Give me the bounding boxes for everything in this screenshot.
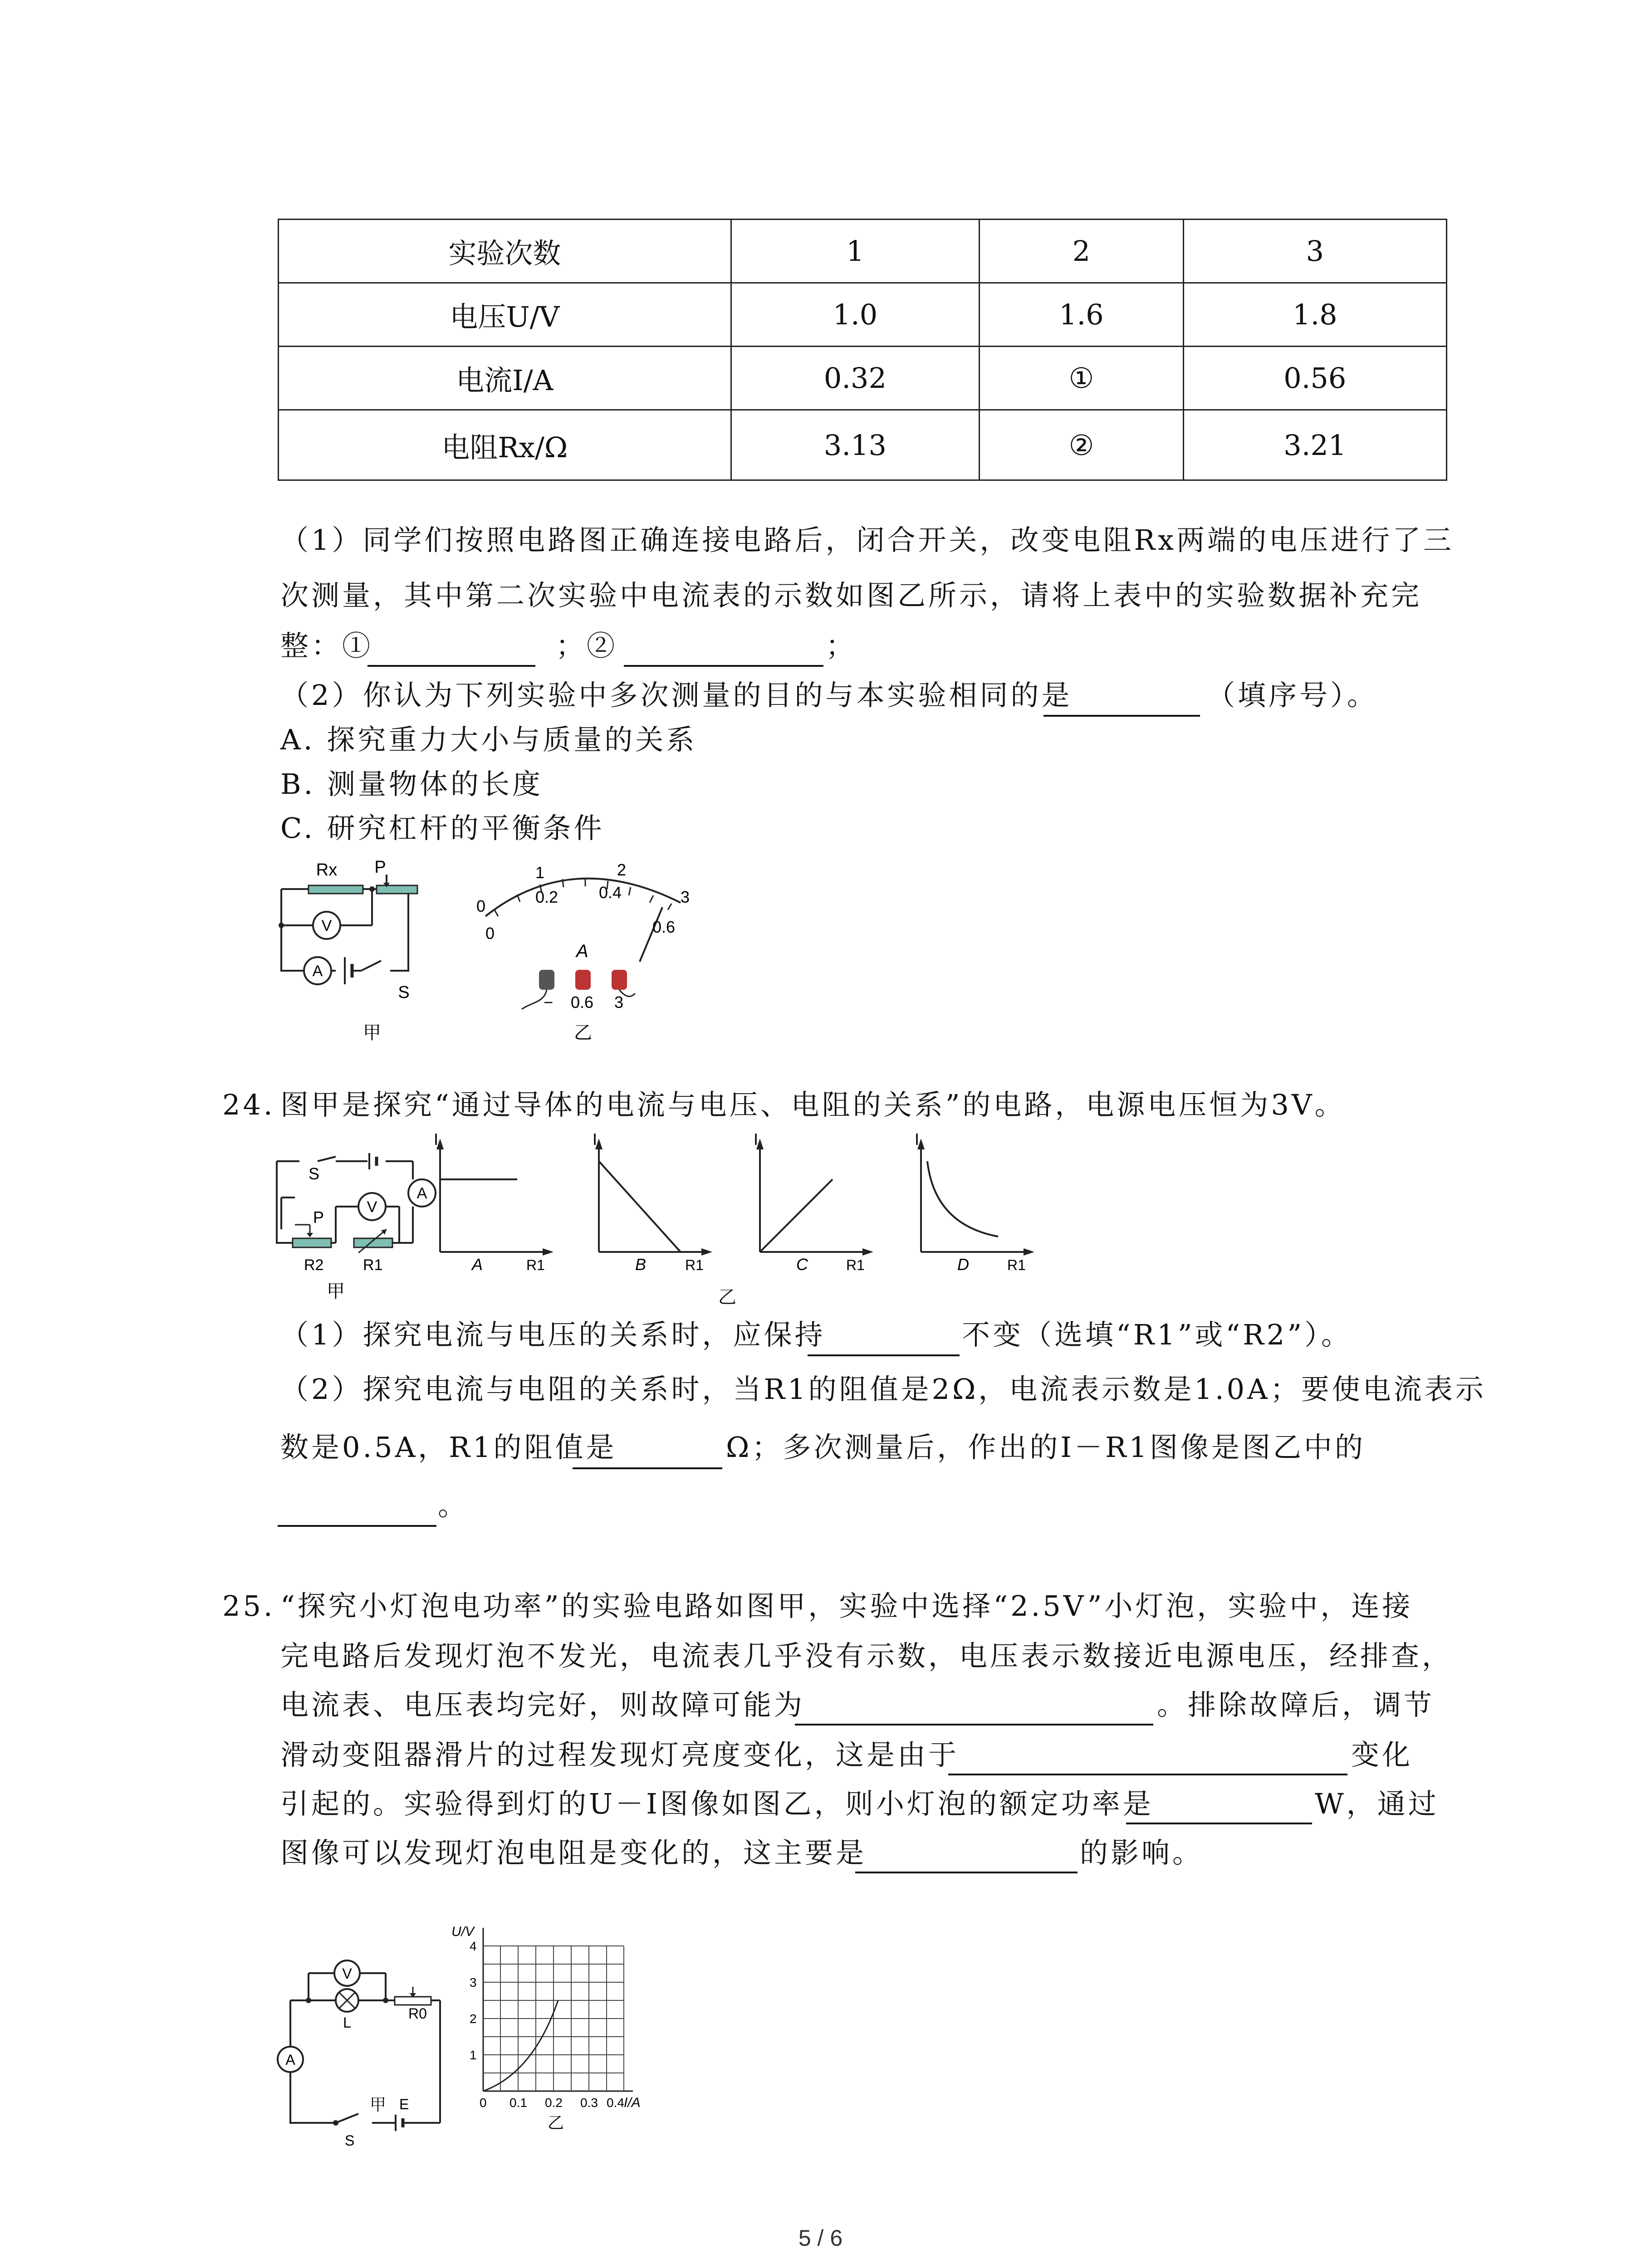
q23-part2-a: （2）你认为下列实验中多次测量的目的与本实验相同的是 [280, 679, 1073, 712]
circuit-label: Rx [316, 860, 338, 880]
circuit-label: A [285, 2052, 295, 2068]
q24-part2-line2a: 数是0.5A，R1的阻值是 [280, 1431, 617, 1464]
dial-label: 1 [535, 863, 545, 882]
q24-graph-d [912, 1130, 1043, 1275]
table-header-cell: 实验次数 [279, 220, 731, 283]
q25-circuit-diagram [277, 1946, 449, 2149]
q25-line3b: 。排除故障后，调节 [1157, 1688, 1435, 1721]
terminal-label: 3 [614, 993, 624, 1012]
graph-label: A [472, 1255, 483, 1274]
q25-line3a: 电流表、电压表均完好，则故障可能为 [280, 1688, 805, 1721]
figure-caption-yi: 乙 [547, 2113, 564, 2132]
table-cell: 1.8 [1183, 283, 1446, 347]
q25-line6b: 的影响。 [1080, 1836, 1204, 1869]
table-header-cell: 2 [980, 220, 1183, 283]
x-tick: 0.2 [545, 2096, 563, 2110]
axis-label-y: I [754, 1130, 759, 1149]
table-cell: 0.56 [1183, 347, 1446, 410]
q24-part1-b: 不变（选填“R1”或“R2”）。 [962, 1318, 1352, 1351]
circuit-label: V [342, 1965, 352, 1982]
answer-blank-4[interactable] [808, 1354, 960, 1356]
axis-label-y: I [915, 1130, 920, 1149]
table-cell: ① [980, 347, 1183, 410]
graph-label: B [635, 1255, 647, 1274]
q25-line1: “探究小灯泡电功率”的实验电路如图甲，实验中选择“2.5V”小灯泡，实验中，连接 [280, 1589, 1413, 1623]
circuit-label: A [416, 1185, 427, 1202]
answer-blank-5[interactable] [573, 1467, 722, 1469]
resistor-rx [309, 885, 363, 894]
y-tick: 2 [470, 2012, 477, 2026]
table-cell: 电压U/V [279, 283, 731, 347]
figure-caption-jia: 甲 [370, 2095, 389, 2114]
x-tick: 0.4 [607, 2096, 624, 2110]
q25-line4b: 变化 [1351, 1738, 1413, 1771]
q23-circuit-diagram [272, 853, 472, 1043]
answer-blank-9[interactable] [1126, 1823, 1312, 1824]
axis-label-y: U/V [451, 1924, 475, 1939]
q25-line6a: 图像可以发现灯泡电阻是变化的，这主要是 [280, 1836, 867, 1869]
figure-caption-yi: 乙 [718, 1287, 739, 1307]
answer-blank-8[interactable] [948, 1774, 1347, 1775]
q24-stem: 图甲是探究“通过导体的电流与电压、电阻的关系”的电路，电源电压恒为3V。 [280, 1088, 1346, 1121]
q25-line5a: 引起的。实验得到灯的U－I图像如图乙，则小灯泡的额定功率是 [280, 1787, 1154, 1820]
table-cell: ② [980, 410, 1183, 480]
option-b: B. 测量物体的长度 [280, 767, 543, 801]
circuit-label: S [309, 1164, 320, 1183]
q23-part2-b: （填序号）。 [1207, 679, 1378, 712]
table-cell: 0.32 [731, 347, 979, 410]
q23-part1-line3b: ；② [556, 629, 618, 662]
q24-part2-line3: 。 [438, 1489, 469, 1522]
experiment-table [278, 219, 1447, 481]
answer-blank-6[interactable] [278, 1525, 436, 1527]
y-tick: 1 [470, 2048, 477, 2062]
q25-line4a: 滑动变阻器滑片的过程发现灯亮度变化，这是由于 [280, 1738, 960, 1771]
q24-graph-b [590, 1130, 721, 1275]
table-cell: 3.13 [731, 410, 979, 480]
q23-part1-line3c: ； [826, 629, 857, 662]
q24-part1-a: （1）探究电流与电压的关系时，应保持 [280, 1318, 826, 1351]
resistor-r2 [293, 1238, 331, 1247]
circuit-label: V [321, 917, 332, 934]
terminal-label: − [544, 993, 554, 1012]
axis-label-x: R1 [846, 1257, 865, 1273]
dial-label: 0.6 [652, 918, 676, 936]
figure-caption-yi: 乙 [574, 1023, 592, 1043]
lamp-icon [336, 1989, 358, 2012]
rheostat [377, 885, 417, 894]
answer-blank-1[interactable] [367, 665, 535, 667]
q25-line2: 完电路后发现灯泡不发光，电流表几乎没有示数，电压表示数接近电源电压，经排查， [280, 1639, 1453, 1672]
q24-graph-c [751, 1130, 882, 1275]
option-c: C. 研究杠杆的平衡条件 [280, 811, 605, 845]
figure-caption-jia: 甲 [327, 1281, 345, 1301]
answer-blank-7[interactable] [795, 1724, 1153, 1725]
circuit-label: A [312, 963, 323, 980]
dial-label: 2 [617, 860, 627, 879]
dial-label: 0.4 [599, 883, 622, 902]
table-cell: 1.0 [731, 283, 979, 347]
table-header-cell: 3 [1183, 220, 1446, 283]
circuit-label: P [374, 858, 386, 877]
x-tick: 0 [480, 2096, 487, 2110]
y-tick: 3 [470, 1975, 477, 1989]
q25-ui-graph [442, 1914, 669, 2132]
dial-label: 0.2 [535, 888, 558, 906]
dial-unit: A [576, 941, 588, 961]
table-cell: 3.21 [1183, 410, 1446, 480]
circuit-label: L [343, 2014, 351, 2031]
answer-blank-3[interactable] [1043, 715, 1200, 717]
figure-caption-jia: 甲 [363, 1023, 381, 1043]
y-tick: 4 [470, 1939, 477, 1953]
q23-part1-line3a: 整：① [280, 629, 373, 662]
dial-label: 3 [681, 888, 690, 906]
answer-blank-10[interactable] [855, 1872, 1078, 1873]
q23-part1-line2: 次测量，其中第二次实验中电流表的示数如图乙所示，请将上表中的实验数据补充完 [280, 579, 1422, 612]
circuit-label: V [367, 1198, 377, 1216]
q24-graph-a [431, 1130, 563, 1275]
axis-label-x: R1 [685, 1257, 704, 1273]
circuit-label: R0 [408, 2005, 427, 2022]
circuit-label: S [345, 2132, 355, 2149]
q23-part1-line1: （1）同学们按照电路图正确连接电路后，闭合开关，改变电阻Rx两端的电压进行了三 [280, 523, 1455, 557]
dial-label: 0 [485, 924, 495, 943]
axis-label-x: I/A [624, 2095, 641, 2110]
q24-number: 24. [222, 1088, 275, 1121]
q24-circuit-diagram [268, 1134, 449, 1306]
graph-label: C [796, 1255, 808, 1274]
q24-part2-line2b: Ω；多次测量后，作出的I－R1图像是图乙中的 [726, 1431, 1366, 1464]
page-number: 5 / 6 [798, 2225, 843, 2251]
table-cell: 电阻Rx/Ω [279, 410, 731, 480]
option-a: A. 探究重力大小与质量的关系 [280, 723, 697, 756]
axis-label-y: I [593, 1130, 598, 1149]
table-cell: 电流I/A [279, 347, 731, 410]
x-tick: 0.1 [509, 2096, 527, 2110]
answer-blank-2[interactable] [624, 665, 823, 667]
x-tick: 0.3 [580, 2096, 598, 2110]
circuit-label: R2 [304, 1256, 324, 1274]
axis-label-x: R1 [526, 1257, 545, 1273]
circuit-label: R1 [363, 1256, 383, 1274]
rheostat [395, 1997, 431, 2005]
circuit-label: E [399, 2096, 409, 2112]
q24-part2-line1: （2）探究电流与电阻的关系时，当R1的阻值是2Ω，电流表示数是1.0A；要使电流表示 [280, 1373, 1486, 1406]
terminal-label: 0.6 [571, 993, 594, 1012]
dial-label: 0 [476, 897, 486, 915]
circuit-label: P [313, 1208, 324, 1227]
circuit-label: S [398, 983, 410, 1002]
table-header-cell: 1 [731, 220, 979, 283]
q23-ammeter-dial [467, 844, 703, 1043]
table-cell: 1.6 [980, 283, 1183, 347]
q25-number: 25. [222, 1589, 275, 1623]
q25-line5b: W，通过 [1315, 1787, 1439, 1820]
axis-label-x: R1 [1007, 1257, 1026, 1273]
axis-label-y: I [434, 1130, 439, 1149]
graph-label: D [957, 1255, 969, 1274]
ui-curve [483, 2000, 558, 2091]
